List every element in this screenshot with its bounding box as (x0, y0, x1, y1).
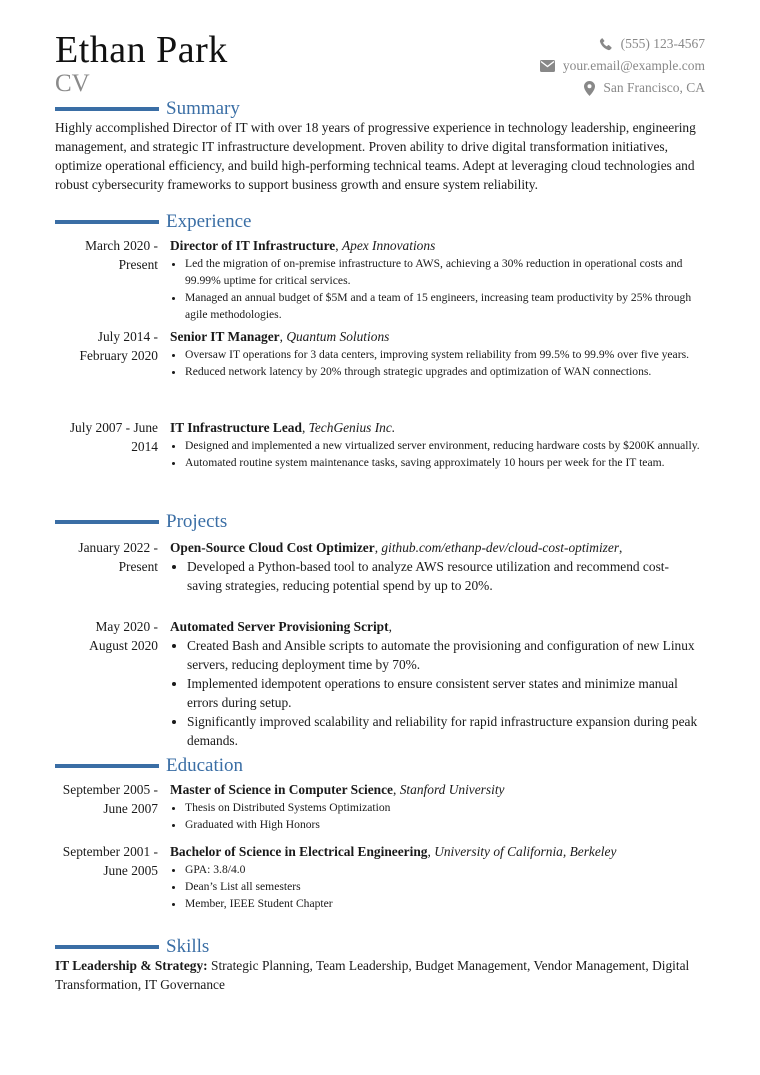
list-item: • Member, IEEE Student Chapter (185, 895, 700, 912)
list-item: • Developed a Python-based tool to analyze AWS resource utilization and recommend cost-saving strategies, reducing potential spend by up to 20%. (187, 557, 700, 595)
summary-heading (55, 98, 240, 120)
contact-location (540, 77, 705, 99)
entry-bullets (170, 255, 700, 323)
entry-role: IT Infrastructure Lead (170, 420, 302, 435)
entry-title: Open-Source Cloud Cost Optimizer, github.com/ethanp-dev/cloud-cost-optimizer, (170, 540, 623, 555)
skills-label: IT Leadership & Strategy: (55, 958, 208, 973)
entry-title: IT Infrastructure Lead, TechGenius Inc. (170, 420, 396, 435)
phone-number: (555) 123-4567 (620, 36, 705, 51)
section-rule (55, 107, 159, 111)
entry-body (170, 617, 700, 750)
entry-body (170, 780, 700, 833)
entry-title: Bachelor of Science in Electrical Engineering, University of California, Berkeley (170, 844, 617, 859)
entry-bullets (170, 346, 700, 380)
project-name: Open-Source Cloud Cost Optimizer (170, 540, 375, 555)
envelope-icon (540, 60, 555, 72)
list-item: • Significantly improved scalability and reliability for rapid infrastructure expansion during peak demands. (187, 712, 700, 750)
skills-heading (55, 936, 209, 958)
entry-body (170, 538, 700, 595)
entry-org: Apex Innovations (341, 238, 436, 253)
list-item: • GPA: 3.8/4.0 (185, 861, 700, 878)
entry-body (170, 236, 700, 323)
entry-date: September 2005 - June 2007 (62, 782, 158, 816)
document-subtitle: CV (55, 70, 90, 97)
entry-bullets (170, 437, 700, 471)
entry-date: September 2001 - June 2005 (62, 844, 158, 878)
degree: Master of Science in Computer Science (170, 782, 394, 797)
section-title: Skills (166, 936, 210, 957)
list-item: • Created Bash and Ansible scripts to automate the provisioning and configuration of new Linux servers, reducing deployment time by 70%. (187, 636, 700, 674)
skills-text (55, 956, 705, 994)
projects-heading (55, 511, 227, 533)
phone-icon (599, 37, 613, 51)
entry-date: July 2007 - June 2014 (69, 420, 158, 454)
section-rule (55, 945, 159, 949)
school: University of California, Berkeley (434, 844, 617, 859)
list-item: • Oversaw IT operations for 3 data centers, improving system reliability from 99.5% to 99.9% over five years. (185, 346, 700, 363)
section-title: Education (166, 755, 244, 776)
map-pin-icon (584, 81, 595, 96)
entry-body (170, 842, 700, 912)
education-heading (55, 755, 243, 777)
section-rule (55, 220, 159, 224)
list-item: • Managed an annual budget of $5M and a team of 15 engineers, increasing team productivity by 25% through agile methodologies. (185, 289, 700, 323)
contact-phone (540, 33, 705, 55)
contact-email[interactable] (540, 55, 705, 77)
degree: Bachelor of Science in Electrical Engineering (170, 844, 428, 859)
list-item: • Implemented idempotent operations to ensure consistent server states and minimize manual errors during setup. (187, 674, 700, 712)
entry-bullets (170, 861, 700, 912)
skills-list: Strategic Planning, Team Leadership, Budget Management, Vendor Management, Digital Transformation, IT Governance (55, 958, 690, 992)
section-rule (55, 764, 159, 768)
list-item: • Reduced network latency by 20% through strategic upgrades and optimization of WAN connections. (185, 363, 700, 380)
list-item: • Graduated with High Honors (185, 816, 700, 833)
school: Stanford University (399, 782, 505, 797)
entry-role: Senior IT Manager (170, 329, 280, 344)
list-item: • Led the migration of on-premise infrastructure to AWS, achieving a 30% reduction in operational costs and 99.99% uptime for critical services. (185, 255, 700, 289)
list-item: • Dean’s List all semesters (185, 878, 700, 895)
entry-bullets (170, 557, 700, 595)
entry-bullets (170, 636, 700, 750)
entry-org: TechGenius Inc. (308, 420, 396, 435)
entry-date: January 2022 - Present (78, 540, 158, 574)
entry-role: Director of IT Infrastructure (170, 238, 336, 253)
entry-body (170, 327, 700, 380)
list-item: • Designed and implemented a new virtualized server environment, reducing hardware costs by $200K annually. (185, 437, 700, 454)
entry-title: Automated Server Provisioning Script, (170, 619, 392, 634)
entry-body (170, 418, 700, 471)
project-link[interactable]: github.com/ethanp-dev/cloud-cost-optimizer (381, 540, 620, 555)
section-title: Projects (166, 511, 228, 532)
section-title: Summary (166, 98, 240, 119)
entry-title: Director of IT Infrastructure, Apex Innovations (170, 238, 436, 253)
section-title: Experience (166, 211, 252, 232)
candidate-name: Ethan Park (55, 29, 228, 71)
entry-date: July 2014 - February 2020 (79, 329, 158, 363)
entry-date: March 2020 - Present (85, 238, 158, 272)
experience-heading (55, 211, 251, 233)
summary-text: Highly accomplished Director of IT with over 18 years of progressive experience in technology leadership, engineering management, and strategic IT infrastructure development. Proven ability to drive digital transformation initiatives, optimize operational efficiency, and build high-performing technical teams. Adept at leveraging cloud technologies and robust cybersecurity frameworks to support business growth and ensure system reliability. (55, 120, 696, 192)
entry-org: Quantum Solutions (286, 329, 390, 344)
project-name: Automated Server Provisioning Script (170, 619, 389, 634)
entry-title: Master of Science in Computer Science, Stanford University (170, 782, 505, 797)
entry-title: Senior IT Manager, Quantum Solutions (170, 329, 390, 344)
entry-date: May 2020 - August 2020 (89, 619, 158, 653)
list-item: • Automated routine system maintenance tasks, saving approximately 10 hours per week for the IT team. (185, 454, 700, 471)
location-text: San Francisco, CA (603, 80, 705, 95)
entry-bullets (170, 799, 700, 833)
list-item: • Thesis on Distributed Systems Optimization (185, 799, 700, 816)
section-rule (55, 520, 159, 524)
contact-block (540, 33, 705, 99)
email-address[interactable]: your.email@example.com (562, 58, 705, 73)
